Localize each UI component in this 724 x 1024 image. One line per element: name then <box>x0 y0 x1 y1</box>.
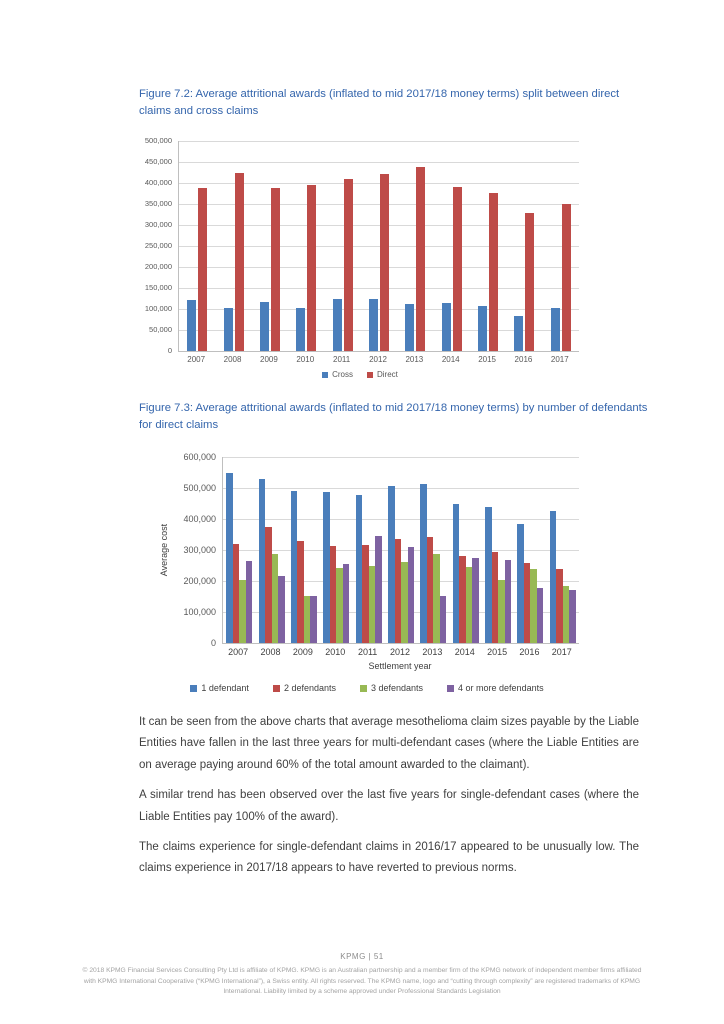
y-tick-label: 350,000 <box>144 199 172 208</box>
paragraph-multi-defendant: It can be seen from the above charts that average mesothelioma claim sizes payable by the Liable Entities have fallen in the last three years for multi-defendant cases (where the Liable Entities are on average paying around 60% of the total amount awarded to the claimant). <box>139 716 639 771</box>
paragraph-single-defendant: A similar trend has been observed over the last five years for single-defendant cases (where the Liable Entities pay 100% of the award). <box>139 789 639 823</box>
bar-4-or-more-defendants-2009 <box>310 596 317 643</box>
bar-4-or-more-defendants-2014 <box>472 558 479 643</box>
bar-4-or-more-defendants-2015 <box>505 560 512 643</box>
bar-Direct-2012 <box>380 174 389 351</box>
page-number: KPMG | 51 <box>340 952 384 961</box>
bar-4-or-more-defendants-2007 <box>246 561 253 643</box>
legend-item-3-defendants <box>360 683 423 693</box>
paragraph-claims-experience: The claims experience for single-defendant claims in 2016/17 appeared to be unusually low. The claims experience in 2017/18 appears to have reverted to previous norms. <box>139 840 639 875</box>
legend-item-1-defendant <box>190 683 249 693</box>
bar-4-or-more-defendants-2017 <box>569 590 576 643</box>
y-tick-label: 400,000 <box>144 178 172 187</box>
y-tick-label: 200,000 <box>183 576 216 586</box>
y-tick-label: 50,000 <box>149 325 172 334</box>
bar-Cross-2008 <box>224 308 233 351</box>
legend-swatch <box>447 685 454 692</box>
body-paragraphs <box>139 712 639 889</box>
gridline <box>223 550 579 551</box>
legend-swatch <box>360 685 367 692</box>
x-tick-label: 2017 <box>551 647 572 657</box>
bar-Direct-2011 <box>344 179 353 351</box>
bar-Direct-2013 <box>416 167 425 351</box>
x-tick-label: 2008 <box>223 355 242 364</box>
bar-Cross-2010 <box>296 308 305 351</box>
y-tick-label: 250,000 <box>144 241 172 250</box>
bar-Cross-2013 <box>405 304 414 351</box>
x-tick-label: 2011 <box>333 355 351 364</box>
y-tick-label: 600,000 <box>183 452 216 462</box>
bar-4-or-more-defendants-2016 <box>537 588 544 643</box>
legend-item-Direct <box>367 370 398 379</box>
x-tick-label: 2007 <box>228 647 249 657</box>
x-tick-label: 2016 <box>519 647 540 657</box>
x-tick-label: 2007 <box>187 355 206 364</box>
x-tick-label: 2015 <box>478 355 496 364</box>
x-tick-label: 2015 <box>487 647 508 657</box>
y-tick-label: 450,000 <box>144 157 172 166</box>
y-axis-title-text: Average cost <box>159 523 169 577</box>
x-tick-label: 2017 <box>550 355 569 364</box>
bar-4-or-more-defendants-2010 <box>343 564 350 643</box>
bar-Cross-2017 <box>551 308 560 351</box>
bar-Cross-2016 <box>514 316 523 351</box>
gridline <box>223 488 579 489</box>
bar-Direct-2017 <box>562 204 571 351</box>
y-tick-label: 0 <box>167 346 172 355</box>
gridline <box>223 457 579 458</box>
x-tick-label: 2011 <box>357 647 378 657</box>
x-tick-label: 2009 <box>260 355 278 364</box>
legend-item-4-or-more-defendants <box>447 683 544 693</box>
bar-Direct-2015 <box>489 193 498 351</box>
y-tick-label: 500,000 <box>144 136 172 145</box>
gridline <box>223 519 579 520</box>
legend-label: 4 or more defendants <box>458 683 544 693</box>
x-tick-label: 2012 <box>369 355 387 364</box>
y-tick-label: 0 <box>210 638 216 648</box>
legend-swatch <box>367 372 373 378</box>
bar-Direct-2009 <box>271 188 280 351</box>
legend-item-Cross <box>322 370 353 379</box>
y-tick-label: 200,000 <box>144 262 172 271</box>
x-tick-label: 2008 <box>260 647 281 657</box>
legend-label: Direct <box>377 370 398 379</box>
x-tick-label: 2010 <box>325 647 346 657</box>
bar-4-or-more-defendants-2011 <box>375 536 382 643</box>
x-tick-label: 2013 <box>422 647 443 657</box>
legal-disclaimer: © 2018 KPMG Financial Services Consulting Pty Ltd is affiliate of KPMG. KPMG is an Australian partnership and a member firm of the KPMG network of independent member firms affiliated with KPMG International Cooperative (“KPMG International”), a Swiss entity. All rights reserved. The KPMG name, logo and “cutting through complexity” are registered trademarks of KPMG International. Liability limited by a scheme approved under Professional Standards Legislation <box>82 967 642 996</box>
legend-swatch <box>273 685 280 692</box>
bar-4-or-more-defendants-2013 <box>440 596 447 643</box>
figure-7-3-title: Figure 7.3: Average attritional awards (inflated to mid 2017/18 money terms) by number of defendants for direct claims <box>139 402 648 431</box>
x-tick-label: 2013 <box>405 355 424 364</box>
bar-Cross-2015 <box>478 306 487 351</box>
figure-7-2-title: Figure 7.2: Average attritional awards (inflated to mid 2017/18 money terms) split between direct claims and cross claims <box>139 88 620 117</box>
bar-4-or-more-defendants-2012 <box>408 547 415 643</box>
legend-item-2-defendants <box>273 683 336 693</box>
bar-Direct-2007 <box>198 188 207 351</box>
x-tick-label: 2010 <box>296 355 315 364</box>
bar-Cross-2011 <box>333 299 342 351</box>
x-tick-label: 2012 <box>389 647 410 657</box>
legend-label: Cross <box>332 370 353 379</box>
bar-Cross-2014 <box>442 303 451 351</box>
x-tick-label: 2009 <box>292 647 313 657</box>
y-tick-label: 100,000 <box>144 304 172 313</box>
chart-legend <box>156 683 578 693</box>
legend-swatch <box>190 685 197 692</box>
legend-label: 2 defendants <box>283 683 336 693</box>
y-tick-label: 100,000 <box>183 607 216 617</box>
legend-label: 3 defendants <box>370 683 424 693</box>
plot-area <box>222 457 579 644</box>
figure-7-2-chart <box>142 136 576 391</box>
gridline <box>179 162 579 163</box>
bar-4-or-more-defendants-2008 <box>278 576 285 643</box>
bar-Direct-2014 <box>453 187 462 351</box>
y-tick-label: 300,000 <box>144 220 172 229</box>
legend-swatch <box>322 372 328 378</box>
chart-legend <box>142 370 578 379</box>
bar-Cross-2012 <box>369 299 378 351</box>
bar-Cross-2007 <box>187 300 196 351</box>
x-tick-label: 2014 <box>454 647 475 657</box>
y-tick-label: 500,000 <box>183 483 216 493</box>
x-tick-label: 2016 <box>514 355 533 364</box>
bar-Direct-2010 <box>307 185 316 351</box>
x-axis-title: Settlement year <box>368 661 432 671</box>
legend-label: 1 defendant <box>201 683 249 693</box>
y-tick-label: 150,000 <box>144 283 172 292</box>
plot-area <box>178 141 579 352</box>
y-tick-label: 400,000 <box>183 514 216 524</box>
figure-7-3-chart <box>156 452 578 703</box>
bar-Direct-2016 <box>525 213 534 351</box>
x-tick-label: 2014 <box>441 355 460 364</box>
y-tick-label: 300,000 <box>183 545 216 555</box>
bar-Direct-2008 <box>235 173 244 352</box>
gridline <box>179 141 579 142</box>
bar-Cross-2009 <box>260 302 269 351</box>
